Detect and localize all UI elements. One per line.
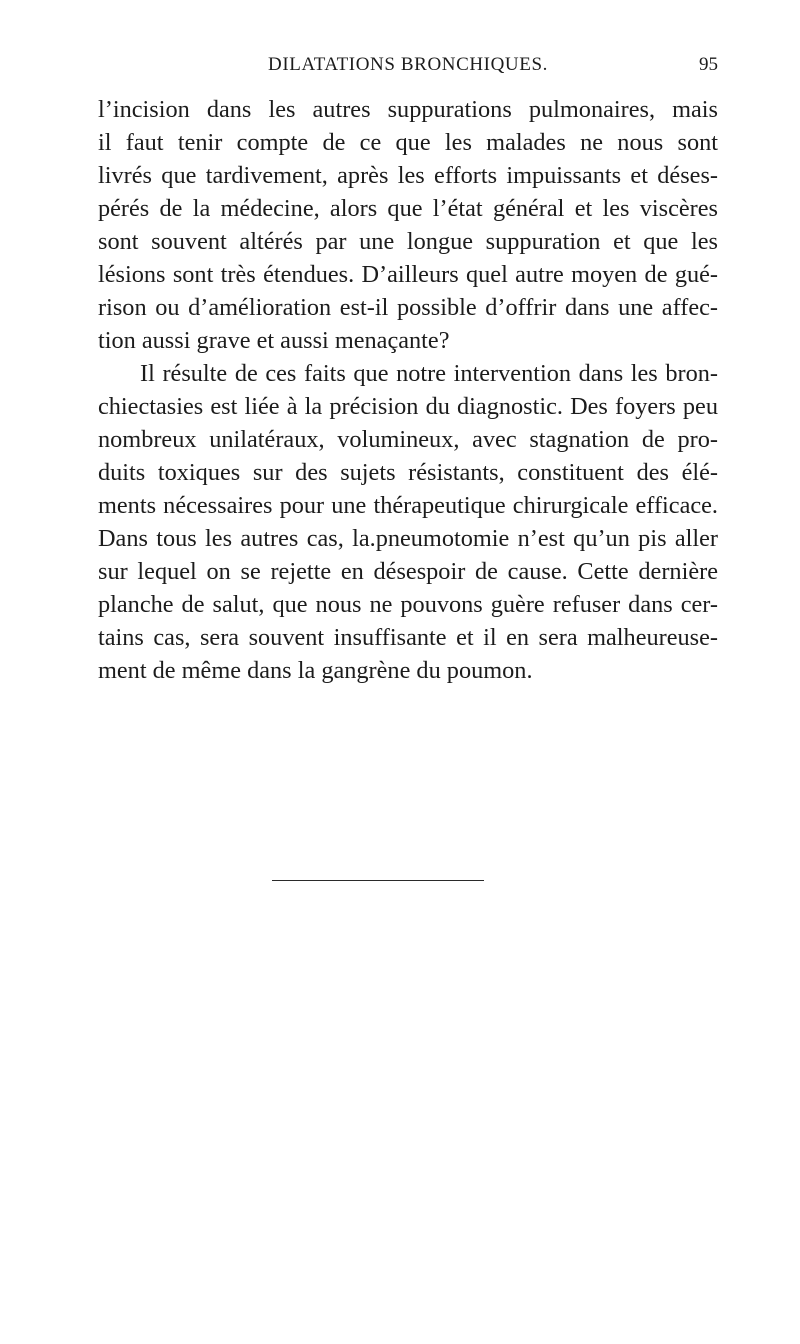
text-line: Il résulte de ces faits que notre intervention dans les bron- [140, 360, 718, 387]
page-number: 95 [699, 54, 718, 75]
text-line: rison ou d’amélioration est-il possible d’offrir dans une affec- [98, 294, 718, 321]
text-line: l’incision dans les autres suppurations pulmonaires, mais [98, 96, 718, 123]
text-line: sont souvent altérés par une longue suppuration et que les [98, 228, 718, 255]
text-line: tion aussi grave et aussi menaçante? [98, 327, 450, 354]
text-line: duits toxiques sur des sujets résistants, constituent des élé- [98, 459, 718, 486]
text-line: planche de salut, que nous ne pouvons guère refuser dans cer- [98, 591, 718, 618]
running-title: DILATATIONS BRONCHIQUES. [268, 54, 548, 75]
paragraph-2 [98, 357, 718, 687]
text-line: sur lequel on se rejette en désespoir de cause. Cette dernière [98, 558, 718, 585]
paragraph-1 [98, 93, 718, 357]
text-line: chiectasies est liée à la précision du diagnostic. Des foyers peu [98, 393, 718, 420]
text-line: tains cas, sera souvent insuffisante et il en sera malheureuse- [98, 624, 718, 651]
text-line: il faut tenir compte de ce que les malades ne nous sont [98, 129, 718, 156]
page-header [98, 54, 718, 84]
body-text [98, 93, 718, 687]
text-line: ments nécessaires pour une thérapeutique chirurgicale efficace. [98, 492, 718, 519]
text-line: ment de même dans la gangrène du poumon. [98, 657, 533, 684]
text-line: Dans tous les autres cas, la.pneumotomie n’est qu’un pis aller [98, 525, 718, 552]
text-line: pérés de la médecine, alors que l’état général et les viscères [98, 195, 718, 222]
text-line: livrés que tardivement, après les efforts impuissants et déses- [98, 162, 718, 189]
section-divider-rule [272, 880, 484, 881]
text-line: lésions sont très étendues. D’ailleurs quel autre moyen de gué- [98, 261, 718, 288]
text-line: nombreux unilatéraux, volumineux, avec stagnation de pro- [98, 426, 718, 453]
